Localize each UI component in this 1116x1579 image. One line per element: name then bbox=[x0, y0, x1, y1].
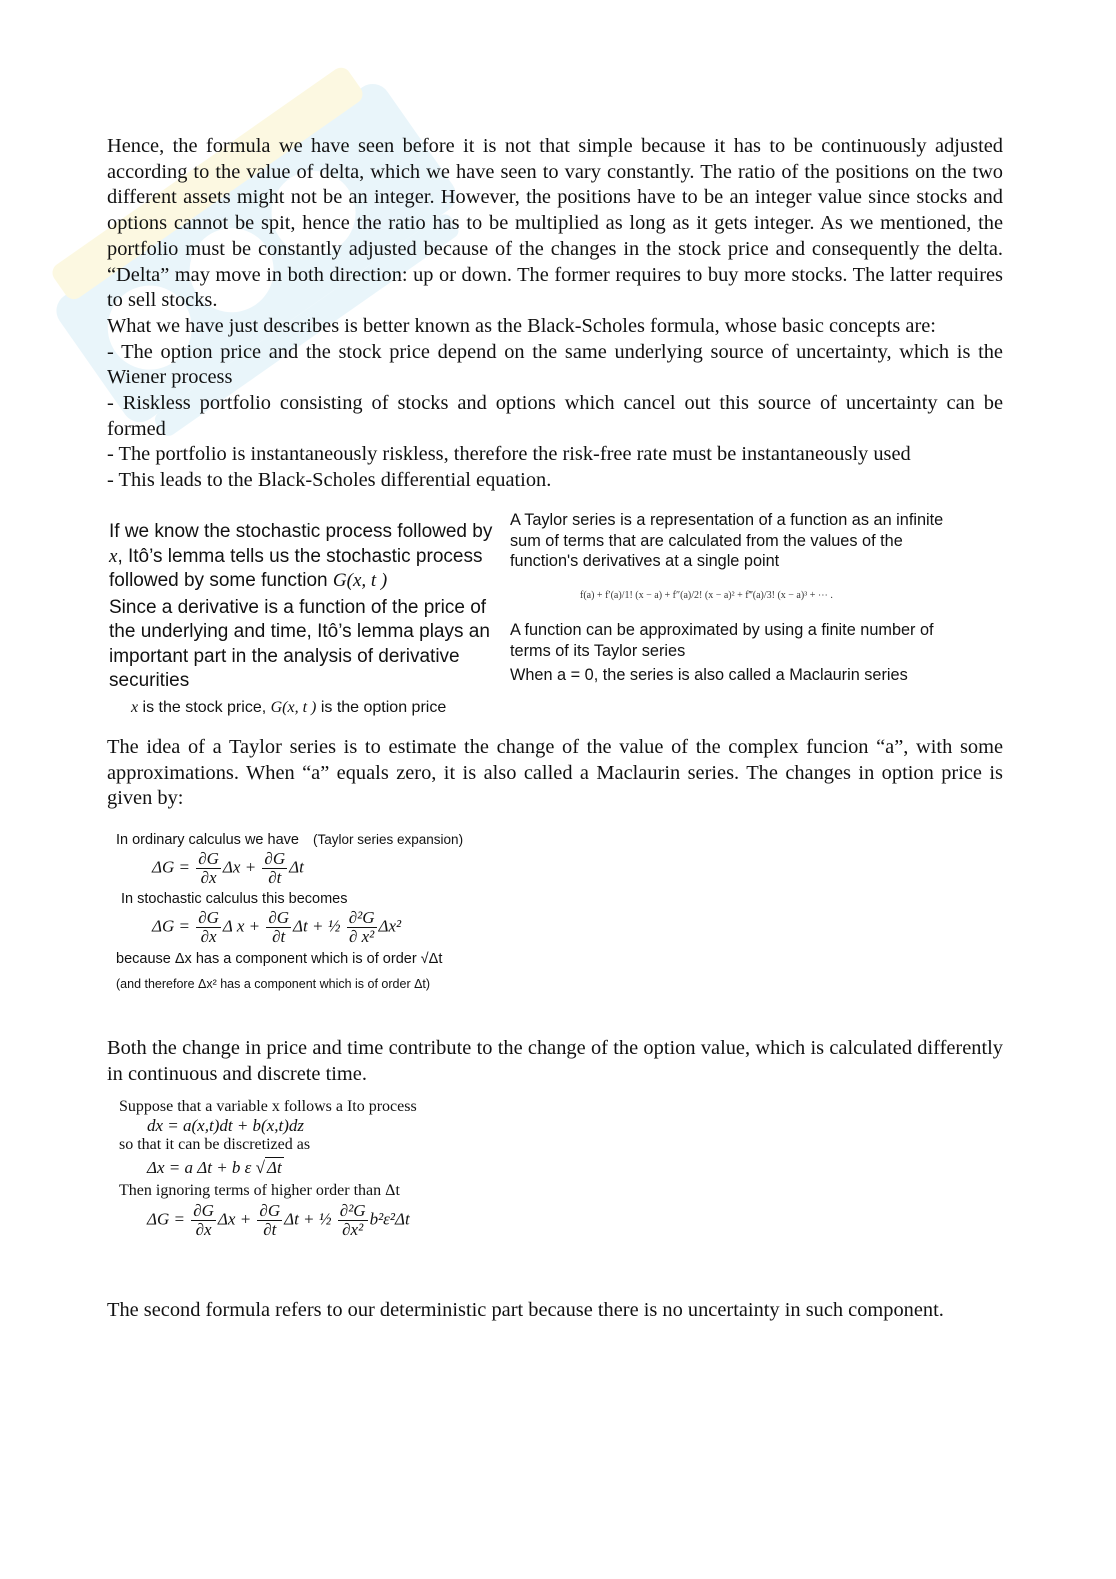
ordinary-calculus-label: In ordinary calculus we have (Taylor series expansion) bbox=[116, 832, 464, 848]
maclaurin-note: When a = 0, the series is also called a Maclaurin series bbox=[510, 666, 908, 684]
final-paragraph: The second formula refers to our deterministic part because there is no uncertainty in such component. bbox=[107, 1299, 944, 1321]
ito-lemma-box bbox=[109, 520, 494, 722]
ito-lemma-note: x is the stock price, G(x, t ) is the option price bbox=[131, 698, 447, 716]
taylor-paragraph: The idea of a Taylor series is to estimate the change of the value of the complex funcion “a”, with some approximations. When “a” equals zero, it is also called a Maclaurin series. The changes in option price is given by: bbox=[107, 736, 1003, 810]
intro-paragraph: Hence, the formula we have seen before it is not that simple because it has to be continuously adjusted according to the value of delta, which we have seen to vary constantly. The ratio of the positions on the two different assets might not be an integer. However, the positions have to be an integer value since stocks and options cannot be spit, hence the ratio has to be multiplied as long as it gets integer. As we mentioned, the portfolio must be constantly adjusted because of the changes in the stock price and consequently the delta. “Delta” may move in both direction: up or down. The former requires to buy more stocks. The latter requires to sell stocks. bbox=[107, 135, 1003, 312]
taylor-formula: f(a) + f′(a)/1! (x − a) + f″(a)/2! (x − a)² + f‴(a)/3! (x − a)³ + ⋯ . bbox=[580, 589, 833, 601]
ito-process-block bbox=[119, 1098, 519, 1239]
therefore-note: (and therefore Δx² has a component which is of order Δt) bbox=[116, 977, 431, 992]
ordinary-calculus-equation: ΔG = $\frac{\partial G}{\partial x}$ Δx + $\frac{\partial G}{\partial t}$ Δt bbox=[152, 849, 304, 887]
bullet-item: - The portfolio is instantaneously riskless, therefore the risk-free rate must be instantaneously used bbox=[107, 443, 911, 466]
bullet-item: - Riskless portfolio consisting of stocks and options which cancel out this source of uncertainty can be formed bbox=[107, 392, 1003, 440]
intro-section bbox=[107, 134, 1003, 494]
stochastic-calculus-label: In stochastic calculus this becomes bbox=[121, 890, 348, 907]
change-paragraph: Both the change in price and time contribute to the change of the option value, which is calculated differently in continuous and discrete time. bbox=[107, 1037, 1003, 1085]
higher-order-line: Then ignoring terms of higher order than Δt bbox=[119, 1182, 400, 1199]
because-note: because Δx has a component which is of order √Δt bbox=[116, 951, 443, 968]
ito-lemma-equation: ΔG = $\frac{\partial G}{\partial x}$ Δx + $\frac{\partial G}{\partial t}$ Δt + ½ $\frac{\text{∂²G}}{\text{∂x²}}$ b²ε²Δt bbox=[147, 1201, 410, 1239]
taylor-definition: A Taylor series is a representation of a function as an infinite sum of terms that are calculated from the values of the function's derivatives at a single point bbox=[510, 511, 944, 570]
ito-process-equation: dx = a(x,t)dt + b(x,t)dz bbox=[147, 1116, 305, 1135]
discretized-equation: Δx = a Δt + b ε √ Δt bbox=[147, 1158, 282, 1177]
stochastic-calculus-equation: ΔG = $\frac{\partial G}{\partial x}$ Δ x + $\frac{\partial G}{\partial t}$ Δt + ½ $\frac{\text{∂²G}}{\text{∂ x²}}$ Δx² bbox=[152, 907, 402, 946]
intro-paragraph-concepts: What we have just describes is better known as the Black-Scholes formula, whose basic concepts are: bbox=[107, 314, 936, 337]
calculus-block bbox=[116, 832, 536, 991]
bullet-item: - The option price and the stock price depend on the same underlying source of uncertainty, which is the Wiener process bbox=[107, 340, 1003, 389]
discretized-line: so that it can be discretized as bbox=[119, 1136, 311, 1153]
bullet-item: - This leads to the Black-Scholes differential equation. bbox=[107, 469, 552, 492]
ito-lemma-derivative-text: Since a derivative is a function of the price of the underlying and time, Itô’s lemma plays an important part in the analysis of derivative securities bbox=[109, 596, 490, 691]
ito-lemma-text: If we know the stochastic process followed by x, Itô’s lemma tells us the stochastic process followed by some function G(x, t ) bbox=[109, 521, 493, 591]
taylor-approximation: A function can be approximated by using a finite number of terms of its Taylor series bbox=[510, 621, 934, 660]
ito-process-line: Suppose that a variable x follows a Ito process bbox=[119, 1098, 417, 1115]
taylor-series-box bbox=[510, 510, 950, 686]
